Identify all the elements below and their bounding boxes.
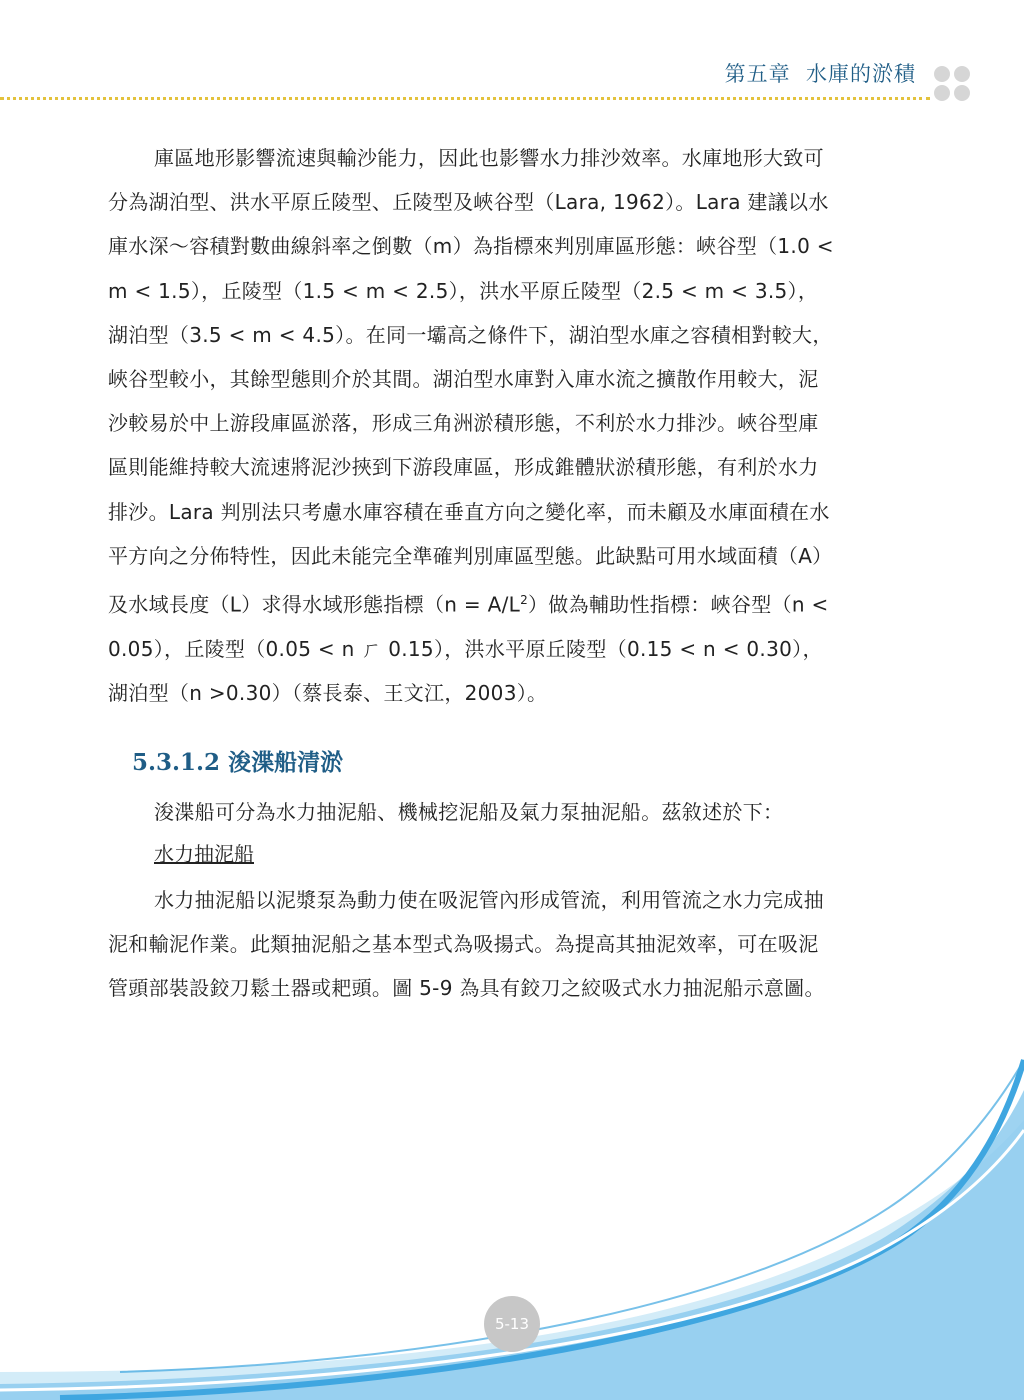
page-number-badge: 5-13 [484,1296,540,1352]
text-line: 湖泊型（n >0.30）（蔡長泰、王文江，2003）。 [108,681,548,706]
text-line: 排沙。Lara 判別法只考慮水庫容積在垂直方向之變化率，而未顧及水庫面積在水 [108,499,830,524]
section-title: 浚渫船清淤 [228,749,344,776]
text-line: 沙較易於中上游段庫區淤落，形成三角洲淤積形態，不利於水力排沙。峽谷型庫 [108,411,819,436]
text-line: 平方向之分佈特性，因此未能完全準確判別庫區型態。此缺點可用水域面積（A） [108,543,833,568]
text-line: 區則能維持較大流速將泥沙挾到下游段庫區，形成錐體狀淤積形態，有利於水力 [108,455,819,480]
dredger-intro: 浚渫船可分為水力抽泥船、機械挖泥船及氣力泵抽泥船。茲敘述於下： [154,800,784,824]
text-line: 湖泊型（3.5 < m < 4.5）。在同一壩高之條件下，湖泊型水庫之容積相對較大， [108,322,833,347]
text-line: 及水域長度（L）求得水域形態指標$(n = A/L^2)$做為輔助性指標：峽谷型（n < [108,592,829,617]
text-line: 管頭部裝設鉸刀鬆土器或耙頭。圖 5-9 為具有鉸刀之絞吸式水力抽泥船示意圖。 [108,976,825,1000]
subheading-hydraulic-dredger: 水力抽泥船 [154,842,254,866]
text-line: 分為湖泊型、洪水平原丘陵型、丘陵型及峽谷型（Lara, 1962）。Lara 建議以水 [108,190,829,215]
text-line: 庫水深～容積對數曲線斜率之倒數（m）為指標來判別庫區形態：峽谷型（1.0 < [108,234,834,259]
text-line: 水力抽泥船以泥漿泵為動力使在吸泥管內形成管流，利用管流之水力完成抽 [154,888,824,912]
chapter-label: 第五章 [724,62,791,86]
section-number: 5.3.1.2 [132,749,221,776]
text-line: m < 1.5），丘陵型（1.5 < m < 2.5），洪水平原丘陵型（2.5 < m < 3.5）， [108,278,819,303]
text-line: 峽谷型較小，其餘型態則介於其間。湖泊型水庫對入庫水流之擴散作用較大，泥 [108,367,819,392]
text-line: 泥和輸泥作業。此類抽泥船之基本型式為吸揚式。為提高其抽泥效率，可在吸泥 [108,932,819,956]
text-line: 庫區地形影響流速與輸沙能力，因此也影響水力排沙效率。水庫地形大致可 [154,146,824,170]
text-line: 0.05），丘陵型（0.05 < n ㄏ 0.15），洪水平原丘陵型（0.15 < n < 0.30）， [108,636,823,661]
chapter-title: 水庫的淤積 [806,62,916,86]
